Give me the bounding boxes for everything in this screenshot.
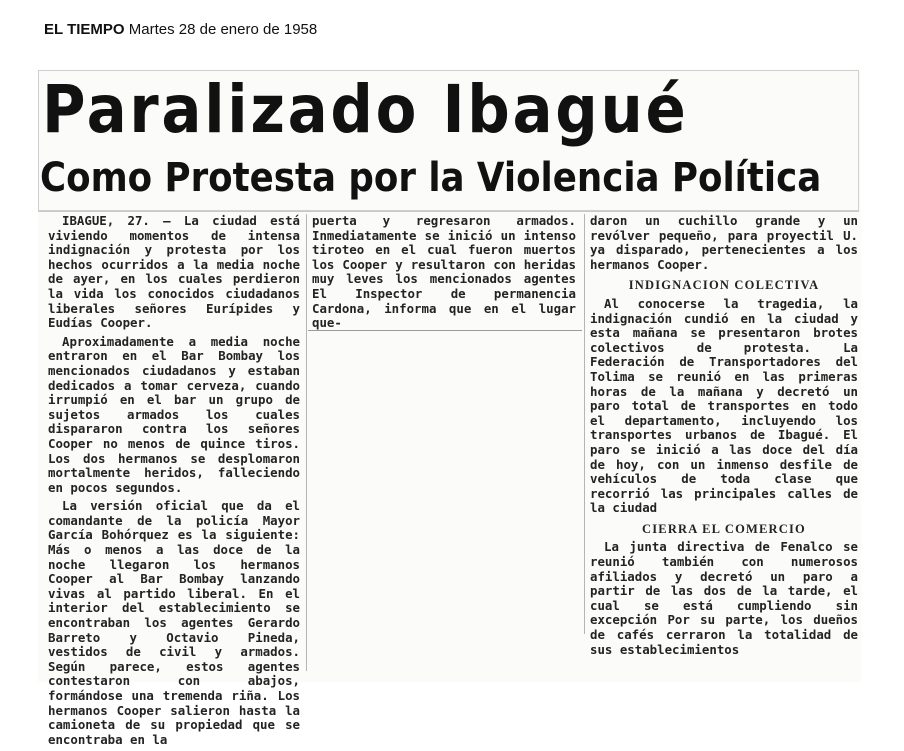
paragraph: puerta y regresaron armados. Inmediatamente se inició un intenso tiroteo en el cual fueron muertos los Cooper y resultaron con heridas muy leves los mencionados agentes El Inspector de permanencia Cardona, informa que en el lugar que- — [312, 213, 576, 331]
newspaper-name: EL TIEMPO — [44, 21, 125, 38]
headline: Paralizado Ibagué — [42, 71, 689, 148]
article-column-1 — [48, 214, 300, 751]
publication-date: Martes 28 de enero de 1958 — [128, 21, 318, 38]
column-divider-1 — [306, 214, 307, 671]
paragraph: Al conocerse la tragedia, la indignación cundió en la ciudad y esta mañana se presentaron brotes colectivos de protesta. La Federación de Transportadores del Tolima se reunió en las primeras horas de la mañana y decretó un paro total de transportes en todo el departamento, incluyendo los transportes urbanos de Ibagué. El paro se inició a las doce del día de hoy, con un inmenso desfile de vehículos de toda clase que recorrió las principales calles de la ciudad — [590, 295, 858, 516]
source-caption — [44, 21, 317, 38]
paragraph: La junta directiva de Fenalco se reunió también con numerosos afiliados y decretó un paro a partir de las dos de la tarde, el cual se está cumpliendo sin excepción Por su parte, los dueños de cafés cerraron la totalidad de sus establecimientos — [590, 539, 858, 657]
column-divider-2 — [584, 214, 585, 634]
article-column-3 — [590, 214, 858, 661]
headline-divider — [38, 211, 859, 212]
paragraph: Aproximadamente a media noche entraron en el Bar Bombay los mencionados ciudadanos y estaban dedicados a tomar cerveza, cuando irrumpió en el bar un grupo de sujetos armados los cuales dispararon contra los señores Cooper no menos de quince tiros. Los dos hermanos se desplomaron mortalmente heridos, falleciendo en pocos segundos. — [48, 333, 300, 495]
paragraph: La versión oficial que da el comandante de la policía Mayor García Bohórquez es la siguiente: Más o menos a las doce de la noche llegaron los hermanos Cooper al Bar Bombay lanzando vivas al partido liberal. En el interior del establecimiento se encontraban los agentes Gerardo Barreto y Octavio Pineda, vestidos de civil y armados. Según parece, estos agentes contestaron con abajos, formándose una tremenda riña. Los hermanos Cooper salieron hasta la camioneta de su propiedad que se encontraba en la — [48, 498, 300, 747]
subheadline: Como Protesta por la Violencia Política — [40, 155, 822, 201]
paragraph: daron un cuchillo grande y un revólver pequeño, para proyectil U. ya disparado, pertenecientes a los hermanos Cooper. — [590, 213, 858, 272]
section-subhead: CIERRA EL COMERCIO — [642, 521, 806, 536]
paragraph: IBAGUE, 27. — La ciudad está viviendo momentos de intensa indignación y protesta por los hechos ocurridos a la media noche de ayer, en los cuales perdieron la vida los conocidos ciudadanos liberales señores Eurípides y Eudías Cooper. — [48, 213, 300, 331]
article-column-2 — [312, 214, 576, 335]
section-subhead: INDIGNACION COLECTIVA — [628, 278, 820, 293]
